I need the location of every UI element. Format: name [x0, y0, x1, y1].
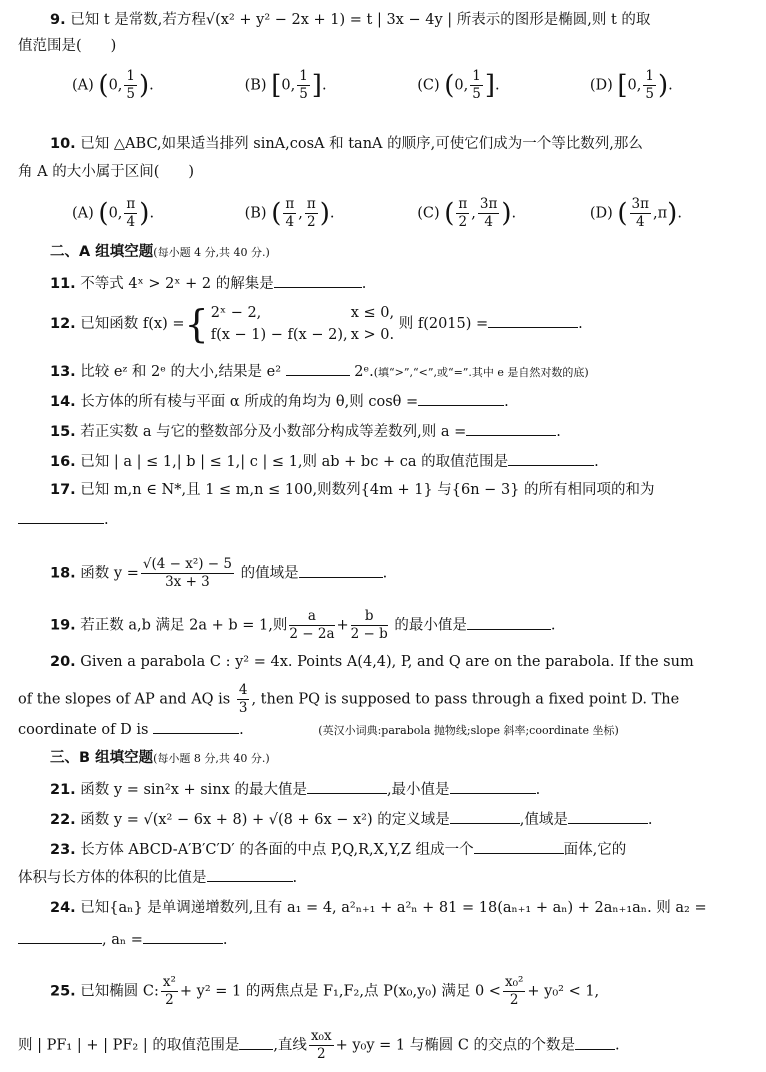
- q9-option-d: (D) [0, $\frac{1}{5}$ ).: [589, 68, 673, 102]
- q9-option-a-label: (A): [72, 77, 94, 94]
- q25-text-2a: 则 | PF₁ | + | PF₂ | 的取值范围是: [18, 1037, 240, 1054]
- q9-text: 已知 t 是常数,若方程√(x² + y² − 2x + 1) = t | 3x − 4y | 所表示的图形是椭圆,则 t 的取: [70, 12, 651, 28]
- q10-option-a: (A) (0, $\frac{\pi}{4}$ ).: [72, 196, 155, 230]
- q17-number: 17.: [50, 482, 76, 498]
- q20-fraction: [237, 682, 250, 717]
- q10-options: [72, 196, 758, 231]
- q12-cond2: x > 0.: [350, 327, 395, 343]
- q14-number: 14.: [50, 394, 76, 410]
- q17-line2: [18, 508, 109, 530]
- q15: [50, 420, 561, 442]
- section-a-title: 二、A 组填空题: [50, 244, 154, 260]
- q25-f2-bottom: 2: [509, 992, 519, 1008]
- q22-end: .: [647, 812, 653, 828]
- q19-answer-blank[interactable]: [467, 614, 551, 630]
- q22-mid: ,值域是: [519, 812, 568, 828]
- q17-text: 已知 m,n ∈ N*,且 1 ≤ m,n ≤ 100,则数列{4m + 1} 与{6n − 3} 的所有相同项的和为: [80, 482, 655, 498]
- q25-number: 25.: [50, 983, 76, 1000]
- q12-number: 12.: [50, 316, 76, 332]
- q10-text: 已知 △ABC,如果适当排列 sinA,cosA 和 tanA 的顺序,可使它们成为一个等比数列,那么: [80, 136, 643, 152]
- q11: [50, 272, 366, 294]
- q24-answer-blank-an[interactable]: [143, 928, 223, 944]
- q25-line2: [18, 1028, 620, 1063]
- q11-number: 11.: [50, 276, 76, 292]
- section-b-note: (每小题 8 分,共 40 分.): [153, 752, 270, 765]
- q19-f1-top: a: [289, 608, 334, 626]
- q10-option-b: (B) ( $\frac{\pi}{4}$ , $\frac{\pi}{2}$ ).: [244, 196, 335, 230]
- q25-f1-bottom: 2: [165, 992, 174, 1008]
- q9-text-2: 值范围是( ): [18, 38, 117, 54]
- q20-line3: [18, 718, 619, 741]
- q10-option-c-label: (C): [417, 205, 440, 222]
- q19-number: 19.: [50, 617, 76, 634]
- q17-line1: [50, 480, 655, 500]
- q23-answer-blank-2[interactable]: [207, 866, 293, 882]
- q19-f1-bottom: 2 − 2a: [289, 626, 335, 642]
- q23-text-1b: 面体,它的: [563, 842, 627, 858]
- q13: [50, 360, 589, 383]
- q10-line2: [18, 162, 194, 182]
- q21-number: 21.: [50, 782, 76, 798]
- q18-fraction-top: √(4 − x²) − 5: [142, 556, 232, 572]
- q19-end: .: [550, 617, 556, 634]
- q24-line1: [50, 898, 707, 918]
- q20-fraction-top: 4: [238, 682, 248, 698]
- q21-mid: ,最小值是: [386, 782, 450, 798]
- q10-option-b-label: (B): [244, 205, 267, 222]
- q18-post: 的值域是: [240, 565, 299, 582]
- q19-post: 的最小值是: [394, 617, 467, 634]
- q18-fraction-bottom: 3x + 3: [165, 574, 210, 590]
- q16-end: .: [594, 454, 599, 470]
- q19-f2-top: b: [351, 608, 388, 626]
- q12-case1: 2ˣ − 2,: [210, 305, 262, 321]
- q19: [50, 608, 556, 643]
- q21: [50, 778, 540, 800]
- q12-answer-blank[interactable]: [488, 312, 578, 328]
- q9-option-d-label: (D): [589, 77, 613, 94]
- q9-line1: [50, 10, 650, 30]
- q15-number: 15.: [50, 424, 76, 440]
- q23-end: .: [292, 870, 298, 886]
- q15-end: .: [556, 424, 561, 440]
- q25-fraction-3: [309, 1028, 334, 1063]
- q12-piecewise: [211, 302, 394, 346]
- q20-glossary-note: (英汉小词典:parabola 抛物线;slope 斜率;coordinate 坐标): [318, 724, 619, 737]
- q9-options: [72, 68, 758, 103]
- q11-answer-blank[interactable]: [274, 272, 362, 288]
- q19-fraction-2: [351, 608, 388, 643]
- q9-option-c-label: (C): [417, 77, 440, 94]
- q20-text-2b: , then PQ is supposed to pass through a fixed point D. The: [251, 691, 680, 708]
- q18-end: .: [382, 565, 388, 582]
- q12-end: .: [578, 316, 583, 332]
- q20-text-3: coordinate of D is: [18, 722, 149, 738]
- q24-text: 已知{aₙ} 是单调递增数列,且有 a₁ = 4, a²ₙ₊₁ + a²ₙ + 81 = 18(aₙ₊₁ + aₙ) + 2aₙ₊₁aₙ. 则 a₂ =: [80, 900, 707, 916]
- q10-line1: [50, 134, 643, 154]
- q16: [50, 450, 599, 472]
- q12-post: 则 f(2015) =: [398, 316, 489, 332]
- section-a-heading: [50, 242, 270, 263]
- q9-option-b-label: (B): [244, 77, 267, 94]
- q25-mid1: + y² = 1 的两焦点是 F₁,F₂,点 P(x₀,y₀) 满足 0 <: [179, 983, 501, 1000]
- q9-line2: [18, 36, 116, 56]
- q25-end: .: [615, 1037, 620, 1054]
- q16-answer-blank[interactable]: [508, 450, 594, 466]
- q25-pre: 已知椭圆 C:: [80, 983, 159, 1000]
- q25-f3-top: x₀x: [310, 1028, 332, 1044]
- q11-end: .: [361, 276, 367, 292]
- q14-text: 长方体的所有棱与平面 α 所成的角均为 θ,则 cosθ =: [80, 394, 419, 410]
- q16-text: 已知 | a | ≤ 1,| b | ≤ 1,| c | ≤ 1,则 ab + bc + ca 的取值范围是: [80, 454, 509, 470]
- q20-number: 20.: [50, 654, 76, 670]
- q25-text-2b: ,直线: [273, 1037, 307, 1054]
- q20-end: .: [239, 722, 244, 738]
- q19-f2-bottom: 2 − b: [350, 626, 388, 642]
- section-a-note: (每小题 4 分,共 40 分.): [153, 246, 270, 259]
- q14-answer-blank[interactable]: [418, 390, 504, 406]
- q24-end: .: [222, 932, 228, 948]
- q25-answer-blank-range[interactable]: [239, 1034, 273, 1050]
- q22: [50, 808, 652, 830]
- q19-pre: 若正数 a,b 满足 2a + b = 1,则: [80, 617, 288, 634]
- q13-note: (填“>”,“<”,或“=”.其中 e 是自然对数的底): [373, 366, 589, 379]
- q24-answer-blank-a2[interactable]: [18, 928, 102, 944]
- q9-option-b: (B) [0, $\frac{1}{5}$ ].: [244, 68, 327, 102]
- q16-number: 16.: [50, 454, 76, 470]
- q13-text: 比较 eᶻ 和 2ᵉ 的大小,结果是 e²: [80, 364, 282, 380]
- q25-fraction-2: [503, 974, 525, 1009]
- q15-answer-blank[interactable]: [466, 420, 556, 436]
- q9-number: 9.: [50, 12, 66, 28]
- q18-answer-blank[interactable]: [299, 562, 383, 578]
- q20-line1: [50, 652, 694, 672]
- q23-line2: [18, 866, 297, 888]
- q25-line1: [50, 974, 599, 1009]
- q19-plus: +: [336, 617, 349, 634]
- section-b-heading: [50, 748, 270, 769]
- q23-text-2: 体积与长方体的体积的比值是: [18, 870, 207, 886]
- q13-mid: 2ᵉ.: [354, 364, 374, 380]
- section-b-title: 三、B 组填空题: [50, 750, 154, 766]
- q20-line2: [18, 682, 679, 717]
- q14-end: .: [504, 394, 509, 410]
- q10-option-d: (D) ( $\frac{3\pi}{4}$ ,π).: [589, 196, 682, 230]
- q25-f3-bottom: 2: [316, 1046, 326, 1062]
- q9-option-a: (A) (0, $\frac{1}{5}$ ).: [72, 68, 154, 102]
- q10-text-2: 角 A 的大小属于区间( ): [18, 164, 195, 180]
- q11-text: 不等式 4ˣ > 2ˣ + 2 的解集是: [80, 276, 274, 292]
- q14: [50, 390, 509, 412]
- q25-answer-blank-count[interactable]: [575, 1034, 615, 1050]
- q23-number: 23.: [50, 842, 76, 858]
- q19-fraction-1: [289, 608, 334, 643]
- q13-answer-blank[interactable]: [286, 360, 350, 376]
- q17-answer-blank[interactable]: [18, 508, 104, 524]
- q23-answer-blank-1[interactable]: [474, 838, 564, 854]
- q22-text: 函数 y = √(x² − 6x + 8) + √(8 + 6x − x²) 的定义域是: [80, 812, 450, 828]
- q24-mid: , aₙ =: [102, 932, 143, 948]
- q18: [50, 556, 387, 591]
- q25-f2-top: x₀²: [504, 974, 524, 990]
- q24-line2: [18, 928, 228, 950]
- q22-answer-blank-range[interactable]: [568, 808, 648, 824]
- q18-fraction: [141, 556, 234, 591]
- q18-number: 18.: [50, 565, 76, 582]
- q20-fraction-bottom: 3: [238, 700, 248, 716]
- q21-end: .: [535, 782, 541, 798]
- q10-number: 10.: [50, 136, 76, 152]
- q18-pre: 函数 y =: [80, 565, 139, 582]
- q21-answer-blank-min[interactable]: [450, 778, 536, 794]
- q15-text: 若正实数 a 与它的整数部分及小数部分构成等差数列,则 a =: [80, 424, 467, 440]
- q25-text-2c: + y₀y = 1 与椭圆 C 的交点的个数是: [335, 1037, 576, 1054]
- q9-option-c: (C) (0, $\frac{1}{5}$ ].: [417, 68, 500, 102]
- q21-text: 函数 y = sin²x + sinx 的最大值是: [80, 782, 307, 798]
- q12-cond1: x ≤ 0,: [350, 305, 395, 321]
- q25-f1-top: x²: [162, 974, 176, 990]
- q10-option-a-label: (A): [72, 205, 94, 222]
- q12-pre: 已知函数 f(x) =: [80, 316, 185, 332]
- q12: 12. 已知函数 f(x) ={ 2ˣ − 2, x ≤ 0, f(x − 1) − f(x − 2), x > 0. 则 f(2015) = .: [50, 302, 583, 346]
- q13-number: 13.: [50, 364, 76, 380]
- q22-number: 22.: [50, 812, 76, 828]
- q21-answer-blank-max[interactable]: [307, 778, 387, 794]
- q10-option-d-label: (D): [589, 205, 613, 222]
- q22-answer-blank-domain[interactable]: [450, 808, 520, 824]
- q23-line1: [50, 838, 626, 860]
- q25-fraction-1: [161, 974, 178, 1009]
- q24-number: 24.: [50, 900, 76, 916]
- q20-text-2a: of the slopes of AP and AQ is: [18, 691, 231, 708]
- q17-end: .: [104, 512, 109, 528]
- q12-case2: f(x − 1) − f(x − 2),: [210, 327, 348, 343]
- q10-option-c: (C) ( $\frac{\pi}{2}$ , $\frac{3\pi}{4}$ ).: [417, 196, 517, 230]
- q20-answer-blank[interactable]: [153, 718, 239, 734]
- q25-mid2: + y₀² < 1,: [527, 983, 600, 1000]
- q20-text-1: Given a parabola C : y² = 4x. Points A(4,4), P, and Q are on the parabola. If the sum: [80, 654, 694, 670]
- q23-text-1: 长方体 ABCD-A′B′C′D′ 的各面的中点 P,Q,R,X,Y,Z 组成一个: [80, 842, 474, 858]
